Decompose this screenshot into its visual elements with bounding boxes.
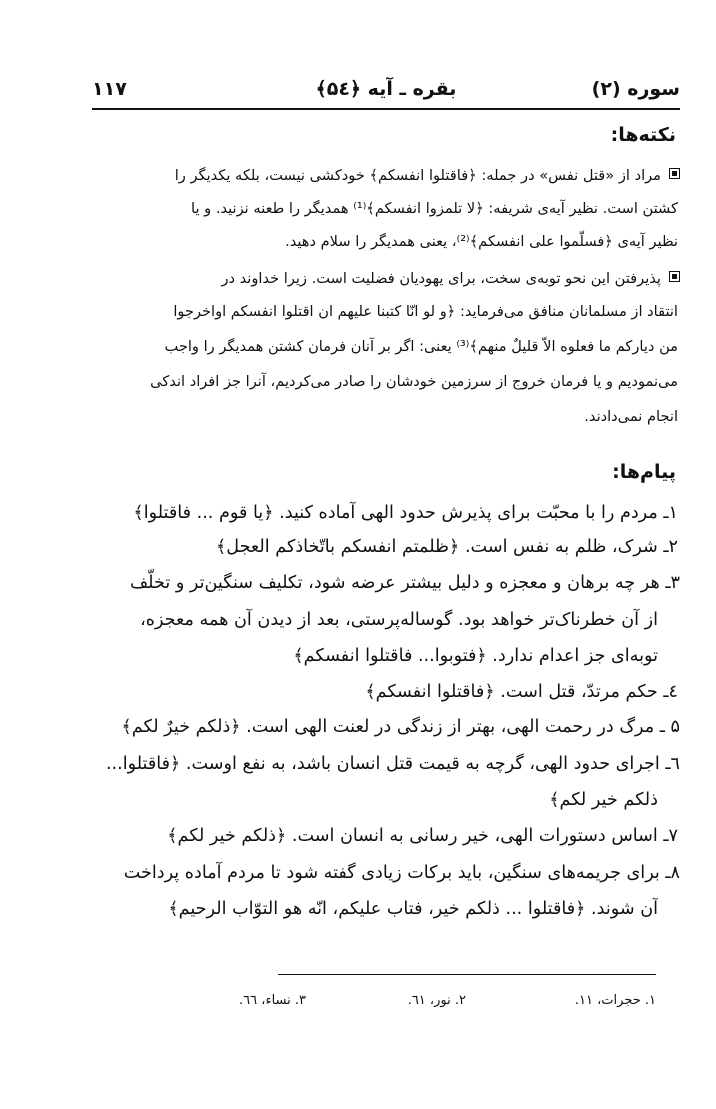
- notes-line: انتقاد از مسلمانان منافق می‌فرماید: ﴿و لو انّا کتبنا علیهم ان اقتلوا انفسکم اواخرجوا: [173, 303, 678, 320]
- message-item-continued: از آن خطرناک‌تر خواهد بود. گوساله‌پرستی، بعد از دیدن آن همه معجزه،: [140, 610, 658, 630]
- footnote: ۲. نور، ٦۱.: [407, 993, 466, 1008]
- notes-line-text: پذیرفتن این نحو توبه‌ی سخت، برای یهودیان فضلیت است. زیرا خداوند در: [221, 270, 661, 287]
- message-item: ۱ـ مردم را با محبّت برای پذیرش حدود الهی آماده کنید. ﴿یا قوم ... فاقتلوا﴾: [133, 503, 678, 523]
- notes-line: انجام نمی‌دادند.: [584, 408, 678, 425]
- notes-line: [82, 160, 680, 191]
- footnote-rule: [278, 974, 656, 975]
- notes-line: می‌نمودیم و یا فرمان خروج از سرزمین خودشان را صادر می‌کردیم، آنرا جز افراد اندکی: [150, 373, 678, 390]
- notes-heading: نکته‌ها:: [610, 124, 676, 146]
- footnote: ۳. نساء، ٦٦.: [239, 993, 306, 1008]
- page-header: [92, 72, 680, 106]
- header-rule: [92, 108, 680, 110]
- message-item-continued: آن شوند. ﴿فاقتلوا ... ذلکم خیر، فتاب علیکم، انّه هو التوّاب الرحیم﴾: [168, 899, 658, 919]
- notes-line: کشتن است. نظیر آیه‌ی شریفه: ﴿لا تلمزوا انفسکم﴾⁽¹⁾ همدیگر را طعنه نزنید. و یا: [191, 200, 678, 217]
- message-item: ۲ـ شرک، ظلم به نفس است. ﴿ظلمتم انفسکم باتّخاذکم العجل﴾: [215, 537, 678, 557]
- square-bullet-icon: [669, 271, 680, 282]
- message-item: ٦ـ اجرای حدود الهی، گرچه به قیمت قتل انسان باشد، به نفع اوست. ﴿فاقتلوا...: [105, 754, 680, 774]
- notes-line: [82, 263, 680, 294]
- verse-title: بقره ـ آیه ﴿۵٤﴾: [315, 78, 457, 100]
- footnote: ۱. حجرات، ۱۱.: [574, 993, 656, 1008]
- messages-heading: پیام‌ها:: [612, 461, 676, 483]
- surah-label: سوره (۲): [591, 78, 680, 100]
- message-item-continued: ذلکم خیر لکم﴾: [549, 790, 658, 810]
- square-bullet-icon: [669, 168, 680, 179]
- message-item: ۷ـ اساس دستورات الهی، خیر رسانی به انسان است. ﴿ذلکم خیر لکم﴾: [167, 826, 678, 846]
- message-item: ٤ـ حکم مرتدّ، قتل است. ﴿فاقتلوا انفسکم﴾: [365, 682, 678, 702]
- message-item-continued: توبه‌ای جز اعدام ندارد. ﴿فتوبوا... فاقتلوا انفسکم﴾: [293, 646, 658, 666]
- message-item: ۵ ـ مرگ در رحمت الهی، بهتر از زندگی در لعنت الهی است. ﴿ذلکم خیرٌ لکم﴾: [121, 717, 680, 737]
- notes-line: من دیارکم ما فعلوه الاّ قلیلٌ منهم﴾⁽³⁾ یعنی: اگر بر آنان فرمان کشتن همدیگر را واجب: [164, 338, 678, 355]
- message-item: ۳ـ هر چه برهان و معجزه و دلیل بیشتر عرضه شود، تکلیف سنگین‌تر و تخلّف: [129, 573, 680, 593]
- notes-line: نظیر آیه‌ی ﴿فسلّموا علی انفسکم﴾⁽²⁾، یعنی همدیگر را سلام دهید.: [285, 233, 678, 250]
- notes-line-text: مراد از «قتل نفس» در جمله: ﴿فاقتلوا انفسکم﴾ خودکشی نیست، بلکه یکدیگر را: [174, 167, 661, 184]
- message-item: ۸ـ برای جریمه‌های سنگین، باید برکات زیادی گفته شود تا مردم آماده پرداخت: [123, 863, 680, 883]
- page-number: ۱۱۷: [92, 78, 127, 100]
